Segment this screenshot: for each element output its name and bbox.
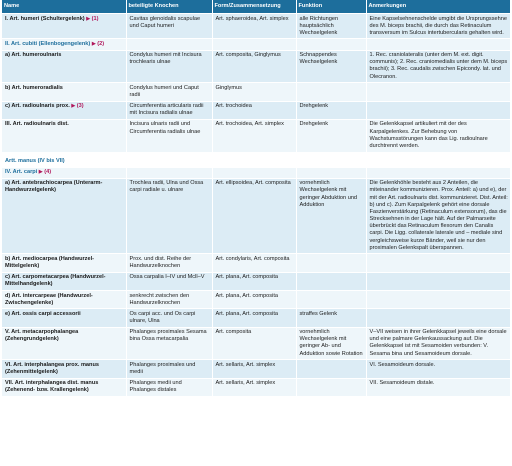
joint-name: IV. Art. carpi — [5, 169, 38, 176]
joint-name: e) Art. ossis carpi accessorii — [5, 310, 81, 317]
bones-cell: Phalanges proximales und medii — [126, 360, 212, 378]
section-title: Artt. manus (IV bis VII) — [2, 152, 510, 167]
joint-name-cell — [2, 254, 126, 272]
figure-reference: (3) — [76, 103, 84, 110]
notes-cell — [366, 309, 510, 327]
table-row — [2, 50, 510, 83]
joint-name: b) Art. humeroradialis — [5, 84, 63, 91]
form-cell: Art. ellipsoidea, Art. composita — [212, 178, 296, 254]
bones-cell — [126, 39, 212, 50]
notes-cell: Die Gelenkhöhle besteht aus 2 Anteilen, die miteinander kommunizieren. Prox. Anteil: a) und e), der mit der Art. radioulnaris dist. kommunizieret. Dist. Anteil: b) und c). Zum Karpalgelenk gehört eine dorsale Faszienverstärkung (Retinaculum extensorum), das die Strecksehnen in der Lage hält. Auf der Palmarseite überbrückt das Retinaculum flexorum den Canalis carpi. Die Ligg. collaterale laterale und – mediale sind vergleichsweise kurze Bänder, weil sie nur den proximalen Gelenkspalt überspannen. — [366, 178, 510, 254]
bones-cell — [126, 167, 212, 178]
header-name: Name — [2, 0, 126, 14]
joint-name-cell — [2, 119, 126, 152]
notes-cell: V–VII weisen in ihrer Gelenkkapsel jeweils eine dorsale und eine palmare Gelenkaussackung auf. Die Gelenkkapsel ist mit Sesamoiden verbunden: V. Sesama bina und Sesamoideum dorsale. — [366, 327, 510, 360]
table-body — [2, 14, 510, 396]
joint-name-cell — [2, 167, 126, 178]
joint-name-cell — [2, 327, 126, 360]
function-cell: alle Richtungen hauptsächlich Wechselgelenk — [296, 14, 366, 39]
table-row — [2, 101, 510, 119]
header-form: Form/Zusammensetzung — [212, 0, 296, 14]
joint-name: VII. Art. interphalangea dist. manus (Zehenend- bzw. Krallengelenk) — [5, 380, 99, 394]
function-cell: vornehmlich Wechselgelenk mit geringer Abduktion und Adduktion — [296, 178, 366, 254]
header-notes: Anmerkungen — [366, 0, 510, 14]
table-row — [2, 39, 510, 50]
function-cell — [296, 39, 366, 50]
figure-arrow-icon: ▶ — [38, 169, 43, 176]
form-cell: Art. sellaris, Art. simplex — [212, 360, 296, 378]
notes-cell — [366, 101, 510, 119]
table-row — [2, 14, 510, 39]
form-cell: Art. composita, Ginglymus — [212, 50, 296, 83]
form-cell: Art. trochoidea, Art. simplex — [212, 119, 296, 152]
bones-cell: Cavitas glenoidalis scapulae und Caput humeri — [126, 14, 212, 39]
table-row — [2, 378, 510, 396]
function-cell: vornehmlich Wechselgelenk mit geringer Ab- und Adduktion sowie Rotation — [296, 327, 366, 360]
form-cell: Art. sphaeroidea, Art. simplex — [212, 14, 296, 39]
joint-name-cell — [2, 378, 126, 396]
function-cell: Drehgelenk — [296, 101, 366, 119]
bones-cell: Ossa carpalia I–IV und Mcll–V — [126, 272, 212, 290]
joint-name: c) Art. radioulnaris prox. — [5, 103, 70, 110]
header-row — [2, 0, 510, 14]
notes-cell: VII. Sesamoideum distale. — [366, 378, 510, 396]
figure-arrow-icon: ▶ — [86, 15, 91, 22]
figure-reference: (2) — [97, 40, 105, 47]
joint-name-cell — [2, 39, 126, 50]
joint-name: b) Art. mediocarpea (Handwurzel-Mittelgelenk) — [5, 255, 94, 270]
table-row — [2, 167, 510, 178]
bones-cell: Phalanges medii und Phalanges distales — [126, 378, 212, 396]
notes-cell — [366, 291, 510, 309]
form-cell — [212, 39, 296, 50]
notes-cell — [366, 83, 510, 101]
section-row — [2, 152, 510, 167]
function-cell — [296, 83, 366, 101]
form-cell: Art. plana, Art. composita — [212, 272, 296, 290]
table-row — [2, 119, 510, 152]
notes-cell — [366, 254, 510, 272]
notes-cell: Eine Kapselsehnenschelde umgibt die Ursprungssehne des M. biceps brachii, die durch das Retinaculum transversum im Sulcus intertubercularis gehalten wird. — [366, 14, 510, 39]
joint-name: III. Art. radioulnaris dist. — [5, 121, 69, 128]
function-cell: Schnappendes Wechselgelenk — [296, 50, 366, 83]
bones-cell: Circumferentia articularis radii mit Incisura radialis ulnae — [126, 101, 212, 119]
bones-cell: Incisura ulnaris radii und Circumferentia radialis ulnae — [126, 119, 212, 152]
bones-cell: Os carpi acc. und Os carpi ulnare, Ulna — [126, 309, 212, 327]
function-cell: Drehgelenk — [296, 119, 366, 152]
notes-cell: Die Gelenkkapsel artikuliert mit der des Karpalgelenkes. Zur Behebung von Wachstumsstörungen kann das Lig. radioulnare durchtrennt werden. — [366, 119, 510, 152]
table-header — [2, 0, 510, 14]
function-cell — [296, 378, 366, 396]
joint-name: d) Art. intercarpeae (Handwurzel-Zwischengelenke) — [5, 292, 93, 306]
function-cell — [296, 360, 366, 378]
function-cell — [296, 254, 366, 272]
figure-reference: (4) — [44, 169, 52, 176]
joint-name: I. Art. humeri (Schultergelenk) — [5, 15, 85, 22]
notes-cell: 1. Rec. craniolateralis (unter dem M. ext. digit. communis); 2. Rec. craniomedialis unter dem M. biceps brachii); 3. Rec. caudalis zwischen Epicondy. lat. und Olecranon. — [366, 50, 510, 83]
function-cell — [296, 291, 366, 309]
notes-cell — [366, 39, 510, 50]
table-row — [2, 83, 510, 101]
bones-cell: Condylus humeri mit Incisura trochlearis ulnae — [126, 50, 212, 83]
figure-arrow-icon: ▶ — [91, 40, 96, 47]
header-function: Funktion — [296, 0, 366, 14]
joint-name: VI. Art. interphalangea prox. manus (Zehenmittelgelenk) — [5, 361, 99, 375]
table-row — [2, 178, 510, 254]
joint-name-cell — [2, 291, 126, 309]
function-cell — [296, 272, 366, 290]
form-cell: Art. composita — [212, 327, 296, 360]
table-row — [2, 360, 510, 378]
notes-cell — [366, 167, 510, 178]
form-cell: Art. plana, Art. composita — [212, 309, 296, 327]
form-cell: Art. sellaris, Art. simplex — [212, 378, 296, 396]
form-cell: Art. trochoidea — [212, 101, 296, 119]
joint-name-cell — [2, 83, 126, 101]
joint-name-cell — [2, 50, 126, 83]
form-cell — [212, 167, 296, 178]
table-row — [2, 254, 510, 272]
header-bones: beteiligte Knochen — [126, 0, 212, 14]
joint-name-cell — [2, 101, 126, 119]
joints-table — [2, 0, 510, 396]
joint-name-cell — [2, 14, 126, 39]
form-cell: Art. plana, Art. composita — [212, 291, 296, 309]
figure-reference: (1) — [91, 15, 99, 22]
notes-cell — [366, 272, 510, 290]
joint-name: a) Art. antebrachiocarpea (Unterarm-Handwurzelgelenk) — [5, 180, 103, 194]
joint-name: c) Art. carpometacarpea (Handwurzel-Mittelhandgelenk) — [5, 274, 106, 288]
bones-cell: Condylus humeri und Caput radii — [126, 83, 212, 101]
joint-name-cell — [2, 360, 126, 378]
notes-cell: VI. Sesamoideum dorsale. — [366, 360, 510, 378]
figure-arrow-icon: ▶ — [71, 103, 76, 110]
form-cell: Ginglymus — [212, 83, 296, 101]
joint-name-cell — [2, 309, 126, 327]
joint-name: a) Art. humeroulnaris — [5, 52, 62, 59]
joint-name-cell — [2, 272, 126, 290]
bones-cell: Phalanges proximales Sesama bina Ossa metacarpalia — [126, 327, 212, 360]
bones-cell: senkrecht zwischen den Handwurzelknochen — [126, 291, 212, 309]
bones-cell: Prox. und dist. Reihe der Handwurzelknochen — [126, 254, 212, 272]
function-cell: straffes Gelenk — [296, 309, 366, 327]
table-row — [2, 327, 510, 360]
form-cell: Art. condylaris, Art. composita — [212, 254, 296, 272]
table-row — [2, 272, 510, 290]
joint-name: V. Art. metacarpophalangea (Zehengrundgelenk) — [5, 329, 79, 343]
joint-name: II. Art. cubiti (Ellenbogengelenk) — [5, 40, 91, 47]
bones-cell: Trochlea radii, Ulna und Ossa carpi radiale u. ulnare — [126, 178, 212, 254]
joint-name-cell — [2, 178, 126, 254]
function-cell — [296, 167, 366, 178]
table-row — [2, 309, 510, 327]
table-row — [2, 291, 510, 309]
